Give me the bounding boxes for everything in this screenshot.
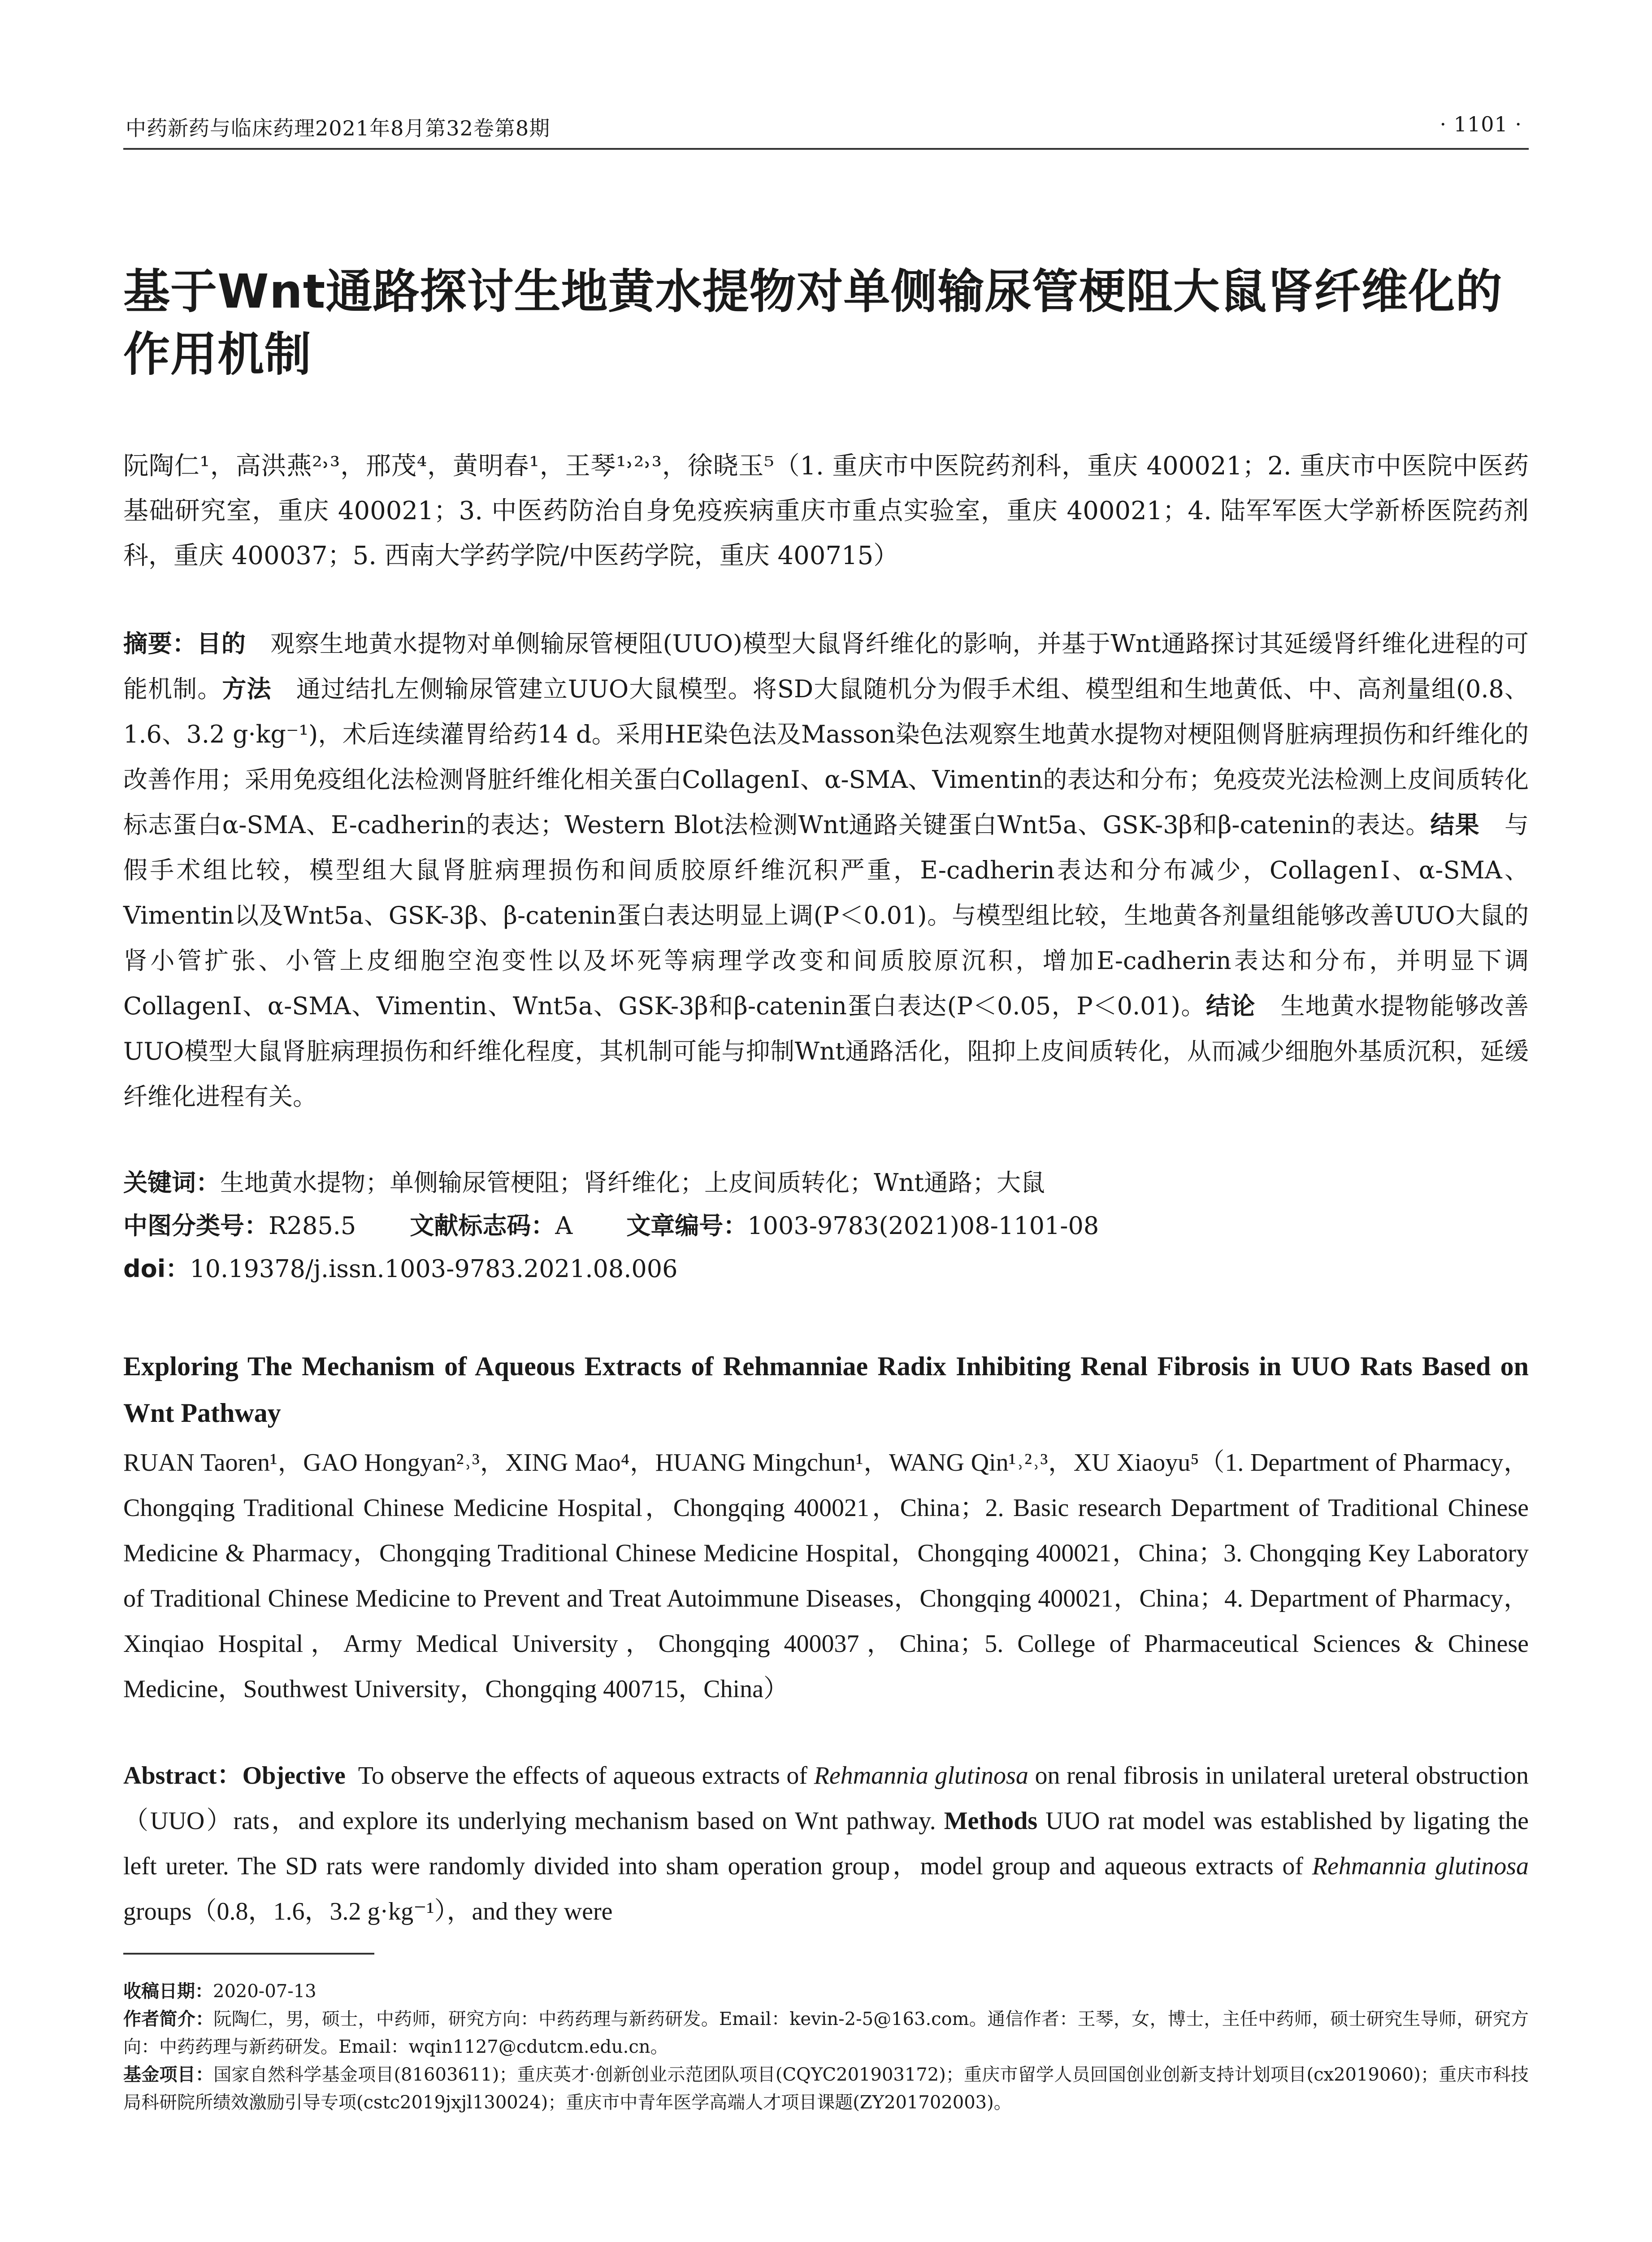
author-affiliations-cn: 阮陶仁¹，高洪燕²˒³，邢茂⁴，黄明春¹，王琴¹˒²˒³，徐晓玉⁵（1. 重庆市中医院药剂科，重庆 400021；2. 重庆市中医院中医药基础研究室，重庆 400021；3. 中医药防治自身免疫疾病重庆市重点实验室，重庆 400021；4. 陆军军医大学新桥医院药剂科，重庆 400037；5. 西南大学药学院/中医药学院，重庆 400715）	[123, 452, 1529, 570]
objective-en-text-2: on renal fibrosis in unilateral ureteral obstruction（UUO）rats，and explore its underlying mechanism based on Wnt pathway.	[123, 1762, 1529, 1835]
methods-label: 方法	[222, 675, 272, 703]
objective-en-label: Objective	[242, 1762, 346, 1790]
clc-label: 中图分类号：	[123, 1212, 269, 1240]
methods-text: 通过结扎左侧输尿管建立UUO大鼠模型。将SD大鼠随机分为假手术组、模型组和生地黄低、中、高剂量组(0.8、1.6、3.2 g·kg⁻¹)，术后连续灌胃给药14 d。采用HE染色法及Masson染色法观察生地黄水提物对梗阻侧肾脏病理损伤和纤维化的改善作用；采用免疫组化法检测肾脏纤维化相关蛋白CollagenⅠ、α-SMA、Vimentin的表达和分布；免疫荧光法检测上皮间质转化标志蛋白α-SMA、E-cadherin的表达；Western Blot法检测Wnt通路关键蛋白Wnt5a、GSK-3β和β-catenin的表达。	[123, 675, 1529, 839]
received-label: 收稿日期：	[123, 1981, 213, 2002]
author-affiliations-en: RUAN Taoren¹，GAO Hongyan²˒³，XING Mao⁴，HUANG Mingchun¹，WANG Qin¹˒²˒³，XU Xiaoyu⁵（1. Department of Pharmacy，Chongqing Traditional Chinese Medicine Hospital，Chongqing 400021，China；2. Basic research Department of Traditional Chinese Medicine & Pharmacy，Chongqing Traditional Chinese Medicine Hospital，Chongqing 400021，China；3. Chongqing Key Laboratory of Traditional Chinese Medicine to Prevent and Treat Autoimmune Diseases，Chongqing 400021，China；4. Department of Pharmacy，Xinqiao Hospital，Army Medical University，Chongqing 400037，China；5. College of Pharmaceutical Sciences & Chinese Medicine，Southwest University，Chongqing 400715，China）	[123, 1449, 1529, 1703]
author-info-value: 阮陶仁，男，硕士，中药师，研究方向：中药药理与新药研发。Email：kevin-2-5@163.com。通信作者：王琴，女，博士，主任中药师，硕士研究生导师，研究方向：中药药理与新药研发。Email：wqin1127@cdutcm.edu.cn。	[123, 2009, 1529, 2057]
footnotes	[123, 1977, 1529, 2116]
keywords-label: 关键词：	[123, 1169, 220, 1197]
received-value: 2020-07-13	[213, 1981, 317, 2002]
objective-label: 目的	[197, 630, 246, 658]
keywords	[123, 1161, 1529, 1204]
article-number-label: 文章编号：	[626, 1212, 748, 1240]
conclusion-text: 生地黄水提物能够改善UUO模型大鼠肾脏病理损伤和纤维化程度，其机制可能与抑制Wnt通路活化，阻抑上皮间质转化，从而减少细胞外基质沉积，延缓纤维化进程有关。	[123, 992, 1529, 1111]
doi-value: 10.19378/j.issn.1003-9783.2021.08.006	[190, 1255, 678, 1283]
abstract-en-label: Abstract：	[123, 1762, 243, 1790]
classification-line	[123, 1204, 1529, 1247]
running-header-page-number: · 1101 ·	[1440, 112, 1522, 136]
results-text: 与假手术组比较，模型组大鼠肾脏病理损伤和间质胶原纤维沉积严重，E-cadherin表达和分布减少，CollagenⅠ、α-SMA、Vimentin以及Wnt5a、GSK-3β、β-catenin蛋白表达明显上调(P＜0.01)。与模型组比较，生地黄各剂量组能够改善UUO大鼠的肾小管扩张、小管上皮细胞空泡变性以及坏死等病理学改变和间质胶原沉积，增加E-cadherin表达和分布，并明显下调CollagenⅠ、α-SMA、Vimentin、Wnt5a、GSK-3β和β-catenin蛋白表达(P＜0.05，P＜0.01)。	[123, 811, 1529, 1020]
methods-en-text-2: groups（0.8，1.6，3.2 g·kg⁻¹），and they were	[123, 1898, 613, 1925]
methods-en-text-1: UUO rat model was established by ligating the left ureter. The SD rats were randomly divided into sham operation group，model group and aqueous extracts of	[123, 1807, 1529, 1880]
english-title: Exploring The Mechanism of Aqueous Extracts of Rehmanniae Radix Inhibiting Renal Fibrosis in UUO Rats Based on Wnt Pathway	[123, 1351, 1529, 1428]
results-label: 结果	[1430, 811, 1480, 839]
received-date	[123, 1977, 1529, 2005]
doi-line	[123, 1247, 1529, 1290]
conclusion-label: 结论	[1205, 992, 1256, 1020]
running-header-journal: 中药新药与临床药理2021年8月第32卷第8期	[126, 116, 551, 140]
author-info	[123, 2005, 1529, 2061]
keywords-value: 生地黄水提物；单侧输尿管梗阻；肾纤维化；上皮间质转化；Wnt通路；大鼠	[220, 1169, 1045, 1197]
objective-en-text-1: To observe the effects of aqueous extracts of	[358, 1762, 808, 1790]
clc-value: R285.5	[269, 1212, 356, 1240]
funding-label: 基金项目：	[123, 2064, 214, 2085]
funding-value: 国家自然科学基金项目(81603611)；重庆英才·创新创业示范团队项目(CQYC201903172)；重庆市留学人员回国创业创新支持计划项目(cx2019060)；重庆市科技局科研院所绩效激励引导专项(cstc2019jxjl130024)；重庆市中青年医学高端人才项目课题(ZY201702003)。	[123, 2064, 1529, 2113]
author-info-label: 作者简介：	[123, 2009, 214, 2029]
article-number-value: 1003-9783(2021)08-1101-08	[747, 1212, 1099, 1240]
doc-code-label: 文献标志码：	[410, 1212, 555, 1240]
doi-label: doi：	[123, 1255, 190, 1283]
footnote-rule	[123, 1953, 374, 1955]
doc-code-value: A	[555, 1212, 573, 1240]
header-rule	[123, 148, 1529, 150]
species-name-2: Rehmannia glutinosa	[1312, 1852, 1529, 1880]
article-title: 基于Wnt通路探讨生地黄水提物对单侧输尿管梗阻大鼠肾纤维化的作用机制	[123, 264, 1503, 382]
methods-en-label: Methods	[944, 1807, 1038, 1835]
objective-text: 观察生地黄水提物对单侧输尿管梗阻(UUO)模型大鼠肾纤维化的影响，并基于Wnt通路探讨其延缓肾纤维化进程的可能机制。	[123, 630, 1529, 703]
abstract-label: 摘要：	[123, 630, 197, 658]
funding	[123, 2061, 1529, 2116]
abstract-en	[123, 1753, 1529, 1934]
species-name: Rehmannia glutinosa	[814, 1762, 1028, 1790]
abstract-cn	[123, 621, 1529, 1119]
